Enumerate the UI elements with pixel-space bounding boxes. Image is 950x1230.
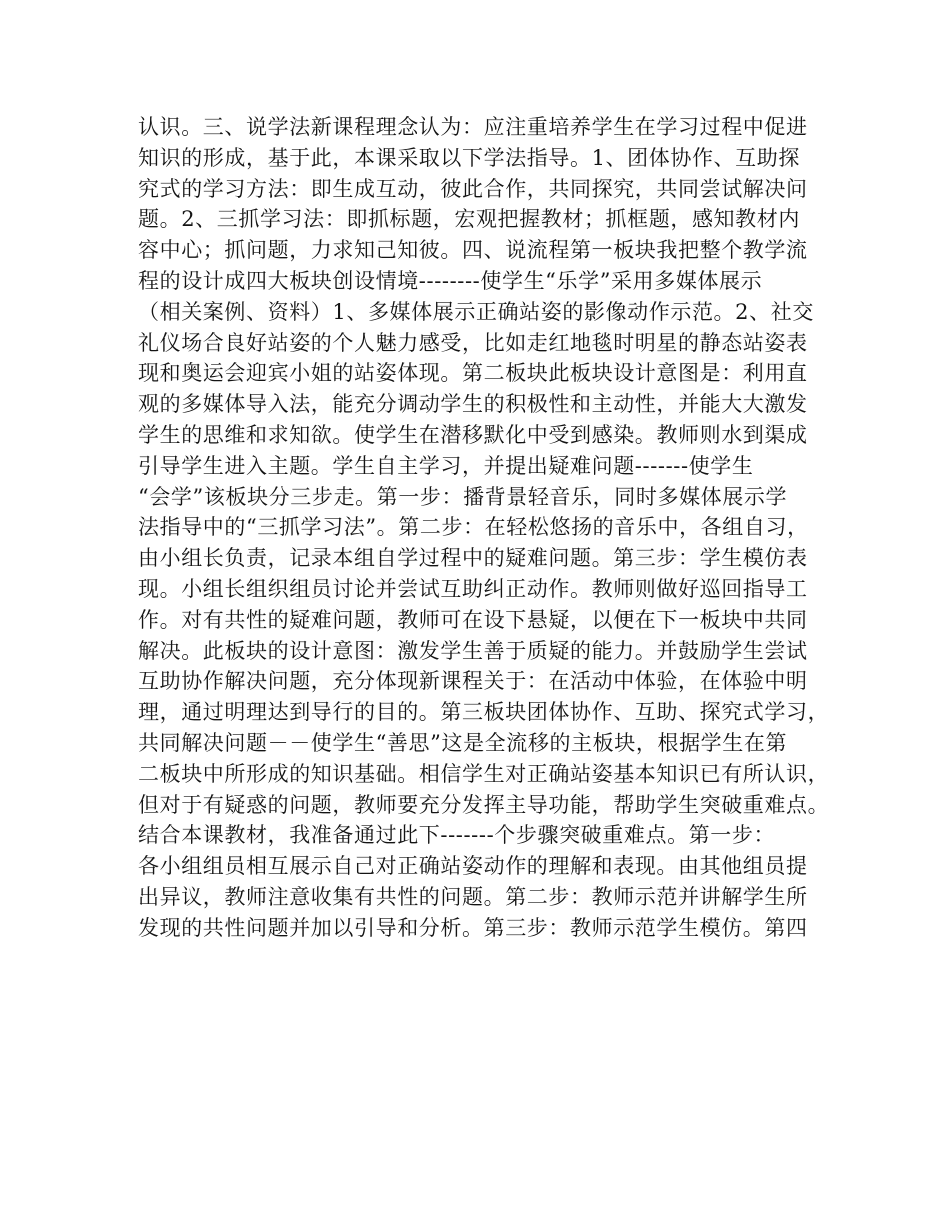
text-line: 二板块中所形成的知识基础。相信学生对正确站姿基本知识已有所认识， [138, 761, 830, 786]
text-line: “会学”该板块分三步走。第一步：播背景轻音乐，同时多媒体展示学 [138, 484, 788, 509]
text-line: 理，通过明理达到导行的目的。第三板块团体协作、互助、探究式学习， [138, 700, 830, 725]
text-line: 共同解决问题－－使学生“善思”这是全流移的主板块，根据学生在第 [138, 730, 788, 755]
text-line: （相关案例、资料）1、多媒体展示正确站姿的影像动作示范。2、社交 [138, 299, 814, 324]
text-line: 但对于有疑惑的问题，教师要充分发挥主导功能，帮助学生突破重难点。 [138, 792, 830, 817]
text-line: 解决。此板块的设计意图：激发学生善于质疑的能力。并鼓励学生尝试 [138, 638, 808, 663]
text-line: 互助协作解决问题，充分体现新课程关于：在活动中体验，在体验中明 [138, 669, 808, 694]
text-line: 知识的形成，基于此，本课采取以下学法指导。1、团体协作、互助探 [138, 145, 800, 170]
text-line: 出异议，教师注意收集有共性的问题。第二步：教师示范并讲解学生所 [138, 884, 808, 909]
text-line: 作。对有共性的疑难问题，教师可在设下悬疑，以便在下一板块中共同 [138, 607, 808, 632]
text-line: 认识。三、说学法新课程理念认为：应注重培养学生在学习过程中促进 [138, 115, 808, 139]
text-line: 引导学生进入主题。学生自主学习，并提出疑难问题-------使学生 [138, 453, 754, 478]
text-line: 学生的思维和求知欲。使学生在潜移默化中受到感染。教师则水到渠成 [138, 422, 808, 447]
text-line: 礼仪场合良好站姿的个人魅力感受，比如走红地毯时明星的静态站姿表 [138, 330, 808, 355]
text-line: 由小组长负责，记录本组自学过程中的疑难问题。第三步：学生模仿表 [138, 546, 808, 571]
body-text [138, 112, 828, 944]
text-line: 现。小组长组织组员讨论并尝试互助纠正动作。教师则做好巡回指导工 [138, 576, 808, 601]
text-line: 法指导中的“三抓学习法”。第二步：在轻松悠扬的音乐中，各组自习， [138, 515, 809, 540]
text-line: 发现的共性问题并加以引导和分析。第三步：教师示范学生模仿。第四 [138, 915, 808, 940]
text-line: 题。2、三抓学习法：即抓标题，宏观把握教材；抓框题，感知教材内 [138, 207, 800, 232]
text-line: 结合本课教材，我准备通过此下-------个步骤突破重难点。第一步： [138, 823, 776, 848]
text-line: 现和奥运会迎宾小姐的站姿体现。第二板块此板块设计意图是：利用直 [138, 361, 808, 386]
text-line: 容中心；抓问题，力求知己知彼。四、说流程第一板块我把整个教学流 [138, 238, 808, 263]
text-line: 究式的学习方法：即生成互动，彼此合作，共同探究，共同尝试解决问 [138, 176, 808, 201]
text-line: 程的设计成四大板块创设情境--------使学生“乐学”采用多媒体展示 [138, 268, 763, 293]
text-line: 观的多媒体导入法，能充分调动学生的积极性和主动性，并能大大激发 [138, 392, 808, 417]
text-line: 各小组组员相互展示自己对正确站姿动作的理解和表现。由其他组员提 [138, 854, 808, 879]
